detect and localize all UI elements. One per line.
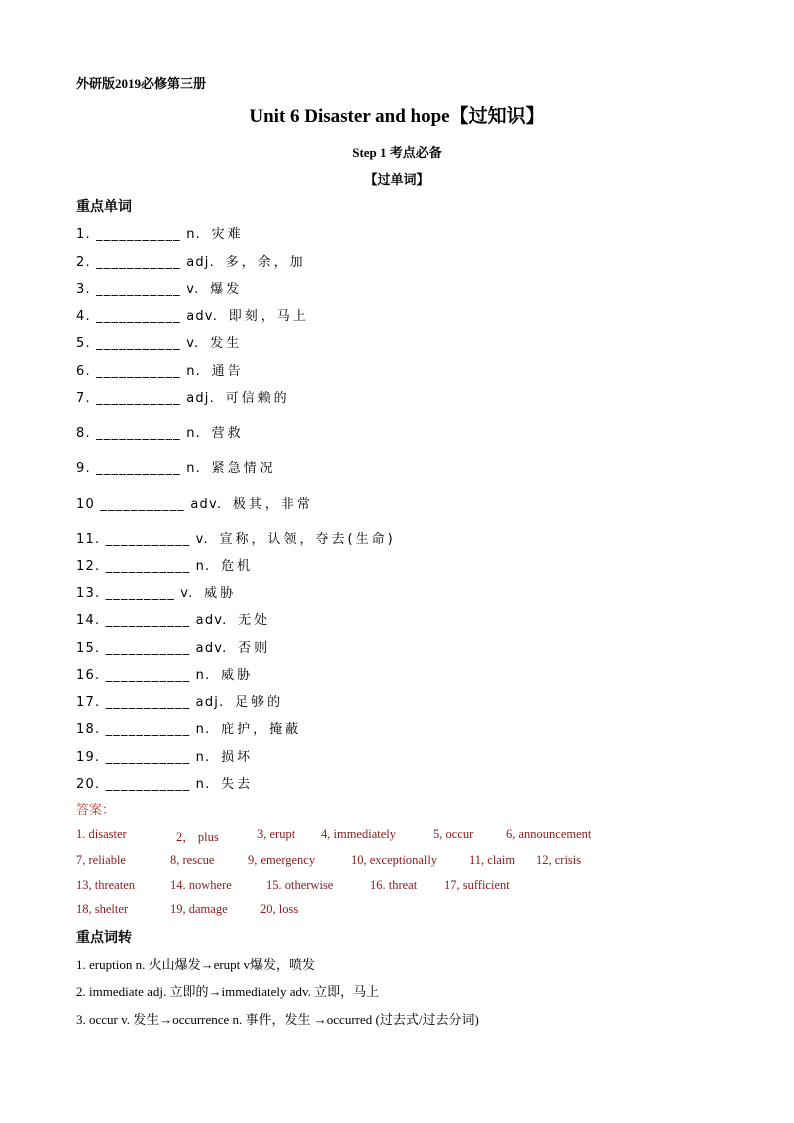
vocab-item — [76, 305, 309, 324]
vocab-pos: n. — [186, 426, 212, 441]
answer-item: 4, immediately — [321, 827, 396, 841]
answer-label: 答案： — [76, 803, 116, 818]
vocab-meaning: 爆发 — [210, 282, 243, 297]
answer-item: 9, emergency — [248, 853, 316, 867]
vocab-pos: adj. — [195, 695, 236, 710]
vocab-number: 3. — [76, 282, 97, 297]
vocab-number: 20. — [76, 777, 106, 792]
vocab-item — [76, 493, 313, 512]
vocab-meaning: 失去 — [221, 777, 254, 792]
vocab-item — [76, 664, 253, 683]
vocab-number: 13. — [76, 586, 106, 601]
vocab-pos: v. — [186, 336, 211, 351]
vocab-pos: n. — [195, 559, 222, 574]
vocab-number: 8. — [76, 426, 97, 441]
vocab-item — [76, 278, 242, 297]
vocab-pos: v. — [180, 586, 205, 601]
vocab-pos: n. — [186, 364, 212, 379]
derivation-item: 1. eruption n. 火山爆发→erupt v爆发，喷发 — [76, 957, 316, 972]
vocab-pos: n. — [195, 750, 222, 765]
vocab-meaning: 威胁 — [204, 586, 237, 601]
answer-item: 10, exceptionally — [351, 853, 438, 867]
vocab-number: 19. — [76, 750, 106, 765]
answer-item: 17, sufficient — [444, 878, 510, 892]
derivation-item: 3. occur v. 发生→occurrence n. 事件，发生 →occurred (过去式/过去分词) — [76, 1012, 479, 1027]
vocab-number: 17. — [76, 695, 106, 710]
vocab-pos: adv. — [195, 613, 239, 628]
vocab-number: 10 — [76, 497, 101, 512]
answer-item: 12, crisis — [536, 853, 582, 867]
vocab-item — [76, 251, 306, 270]
subsection-heading: 【过单词】 — [364, 173, 430, 188]
answer-item: 15. otherwise — [266, 878, 334, 892]
vocab-pos: adj. — [186, 255, 226, 270]
vocab-number: 18. — [76, 722, 106, 737]
vocab-item — [76, 637, 270, 656]
vocab-pos: n. — [186, 461, 212, 476]
vocab-blank: ___________ — [105, 750, 196, 765]
vocab-pos: adj. — [186, 391, 226, 406]
vocab-number: 14. — [76, 613, 106, 628]
vocab-meaning: 极其，非常 — [232, 497, 313, 512]
vocab-number: 11. — [76, 532, 106, 547]
vocab-blank: ___________ — [105, 668, 196, 683]
vocab-number: 4. — [76, 309, 97, 324]
vocab-pos: n. — [195, 777, 222, 792]
vocab-item — [76, 555, 253, 574]
vocab-blank: ___________ — [96, 255, 187, 270]
vocab-meaning: 宣称，认领，夺去(生命) — [219, 532, 396, 547]
vocab-meaning: 营救 — [211, 426, 244, 441]
vocab-pos: v. — [195, 532, 220, 547]
vocab-number: 6. — [76, 364, 97, 379]
vocab-blank: ___________ — [96, 227, 187, 242]
vocab-meaning: 紧急情况 — [211, 461, 276, 476]
vocab-item — [76, 718, 301, 737]
vocab-pos: n. — [186, 227, 212, 242]
vocab-meaning: 发生 — [210, 336, 243, 351]
vocab-blank: ___________ — [96, 426, 187, 441]
vocab-meaning: 灾难 — [211, 227, 244, 242]
vocab-meaning: 威胁 — [221, 668, 254, 683]
vocab-item — [76, 691, 283, 710]
vocab-item — [76, 746, 253, 765]
vocab-meaning: 即刻，马上 — [228, 309, 309, 324]
vocab-meaning: 通告 — [211, 364, 244, 379]
answer-item: 18, shelter — [76, 902, 129, 916]
textbook-label: 外研版2019必修第三册 — [76, 76, 207, 91]
vocab-blank: ___________ — [105, 532, 196, 547]
vocab-item — [76, 360, 244, 379]
vocab-blank: ___________ — [105, 722, 196, 737]
vocab-meaning: 庇护，掩蔽 — [221, 722, 302, 737]
answer-item: 11, claim — [469, 853, 516, 867]
vocab-blank: ___________ — [105, 613, 196, 628]
answer-item: 8, rescue — [170, 853, 215, 867]
page-title: Unit 6 Disaster and hope【过知识】 — [249, 106, 545, 127]
vocab-meaning: 无处 — [238, 613, 271, 628]
vocab-pos: adv. — [195, 641, 239, 656]
vocab-number: 9. — [76, 461, 97, 476]
vocab-pos: n. — [195, 722, 222, 737]
vocab-number: 1. — [76, 227, 97, 242]
vocab-item — [76, 387, 290, 406]
derivation-heading: 重点词转 — [76, 930, 132, 946]
vocab-item — [76, 332, 242, 351]
vocab-blank: ___________ — [96, 336, 187, 351]
vocab-item — [76, 609, 270, 628]
vocab-item — [76, 223, 244, 242]
vocab-blank: ___________ — [96, 391, 187, 406]
vocab-heading: 重点单词 — [76, 199, 132, 215]
vocab-pos: adv. — [186, 309, 229, 324]
answer-item: 14. nowhere — [170, 878, 232, 892]
vocab-meaning: 否则 — [238, 641, 271, 656]
answer-item: 16. threat — [370, 878, 418, 892]
vocab-number: 15. — [76, 641, 106, 656]
vocab-blank: ___________ — [96, 461, 187, 476]
vocab-number: 12. — [76, 559, 106, 574]
vocab-blank: ___________ — [96, 309, 187, 324]
vocab-item — [76, 773, 253, 792]
vocab-pos: v. — [186, 282, 211, 297]
vocab-item — [76, 422, 244, 441]
vocab-number: 16. — [76, 668, 106, 683]
vocab-meaning: 足够的 — [235, 695, 284, 710]
vocab-pos: n. — [195, 668, 222, 683]
vocab-item — [76, 582, 236, 601]
answer-item: 2， plus — [176, 830, 219, 844]
vocab-meaning: 危机 — [221, 559, 254, 574]
answer-item: 3, erupt — [257, 827, 296, 841]
vocab-blank: ___________ — [105, 777, 196, 792]
vocab-blank: ___________ — [96, 282, 187, 297]
vocab-blank: _________ — [105, 586, 181, 601]
vocab-pos: adv. — [190, 497, 233, 512]
vocab-blank: ___________ — [100, 497, 191, 512]
vocab-blank: ___________ — [96, 364, 187, 379]
answer-item: 6, announcement — [506, 827, 592, 841]
answer-item: 20, loss — [260, 902, 299, 916]
step-heading: Step 1 考点必备 — [352, 145, 442, 160]
vocab-meaning: 可信赖的 — [225, 391, 290, 406]
answer-item: 13, threaten — [76, 878, 136, 892]
derivation-item: 2. immediate adj. 立即的→immediately adv. 立即，马上 — [76, 984, 380, 999]
answer-item: 1. disaster — [76, 827, 127, 841]
vocab-meaning: 损坏 — [221, 750, 254, 765]
vocab-number: 5. — [76, 336, 97, 351]
vocab-number: 7. — [76, 391, 97, 406]
vocab-number: 2. — [76, 255, 97, 270]
vocab-blank: ___________ — [105, 559, 196, 574]
answer-item: 7, reliable — [76, 853, 126, 867]
vocab-blank: ___________ — [105, 695, 196, 710]
vocab-blank: ___________ — [105, 641, 196, 656]
answer-item: 5, occur — [433, 827, 474, 841]
vocab-meaning: 多，余，加 — [225, 255, 306, 270]
answer-item: 19, damage — [170, 902, 228, 916]
vocab-item — [76, 457, 276, 476]
vocab-item — [76, 528, 396, 547]
